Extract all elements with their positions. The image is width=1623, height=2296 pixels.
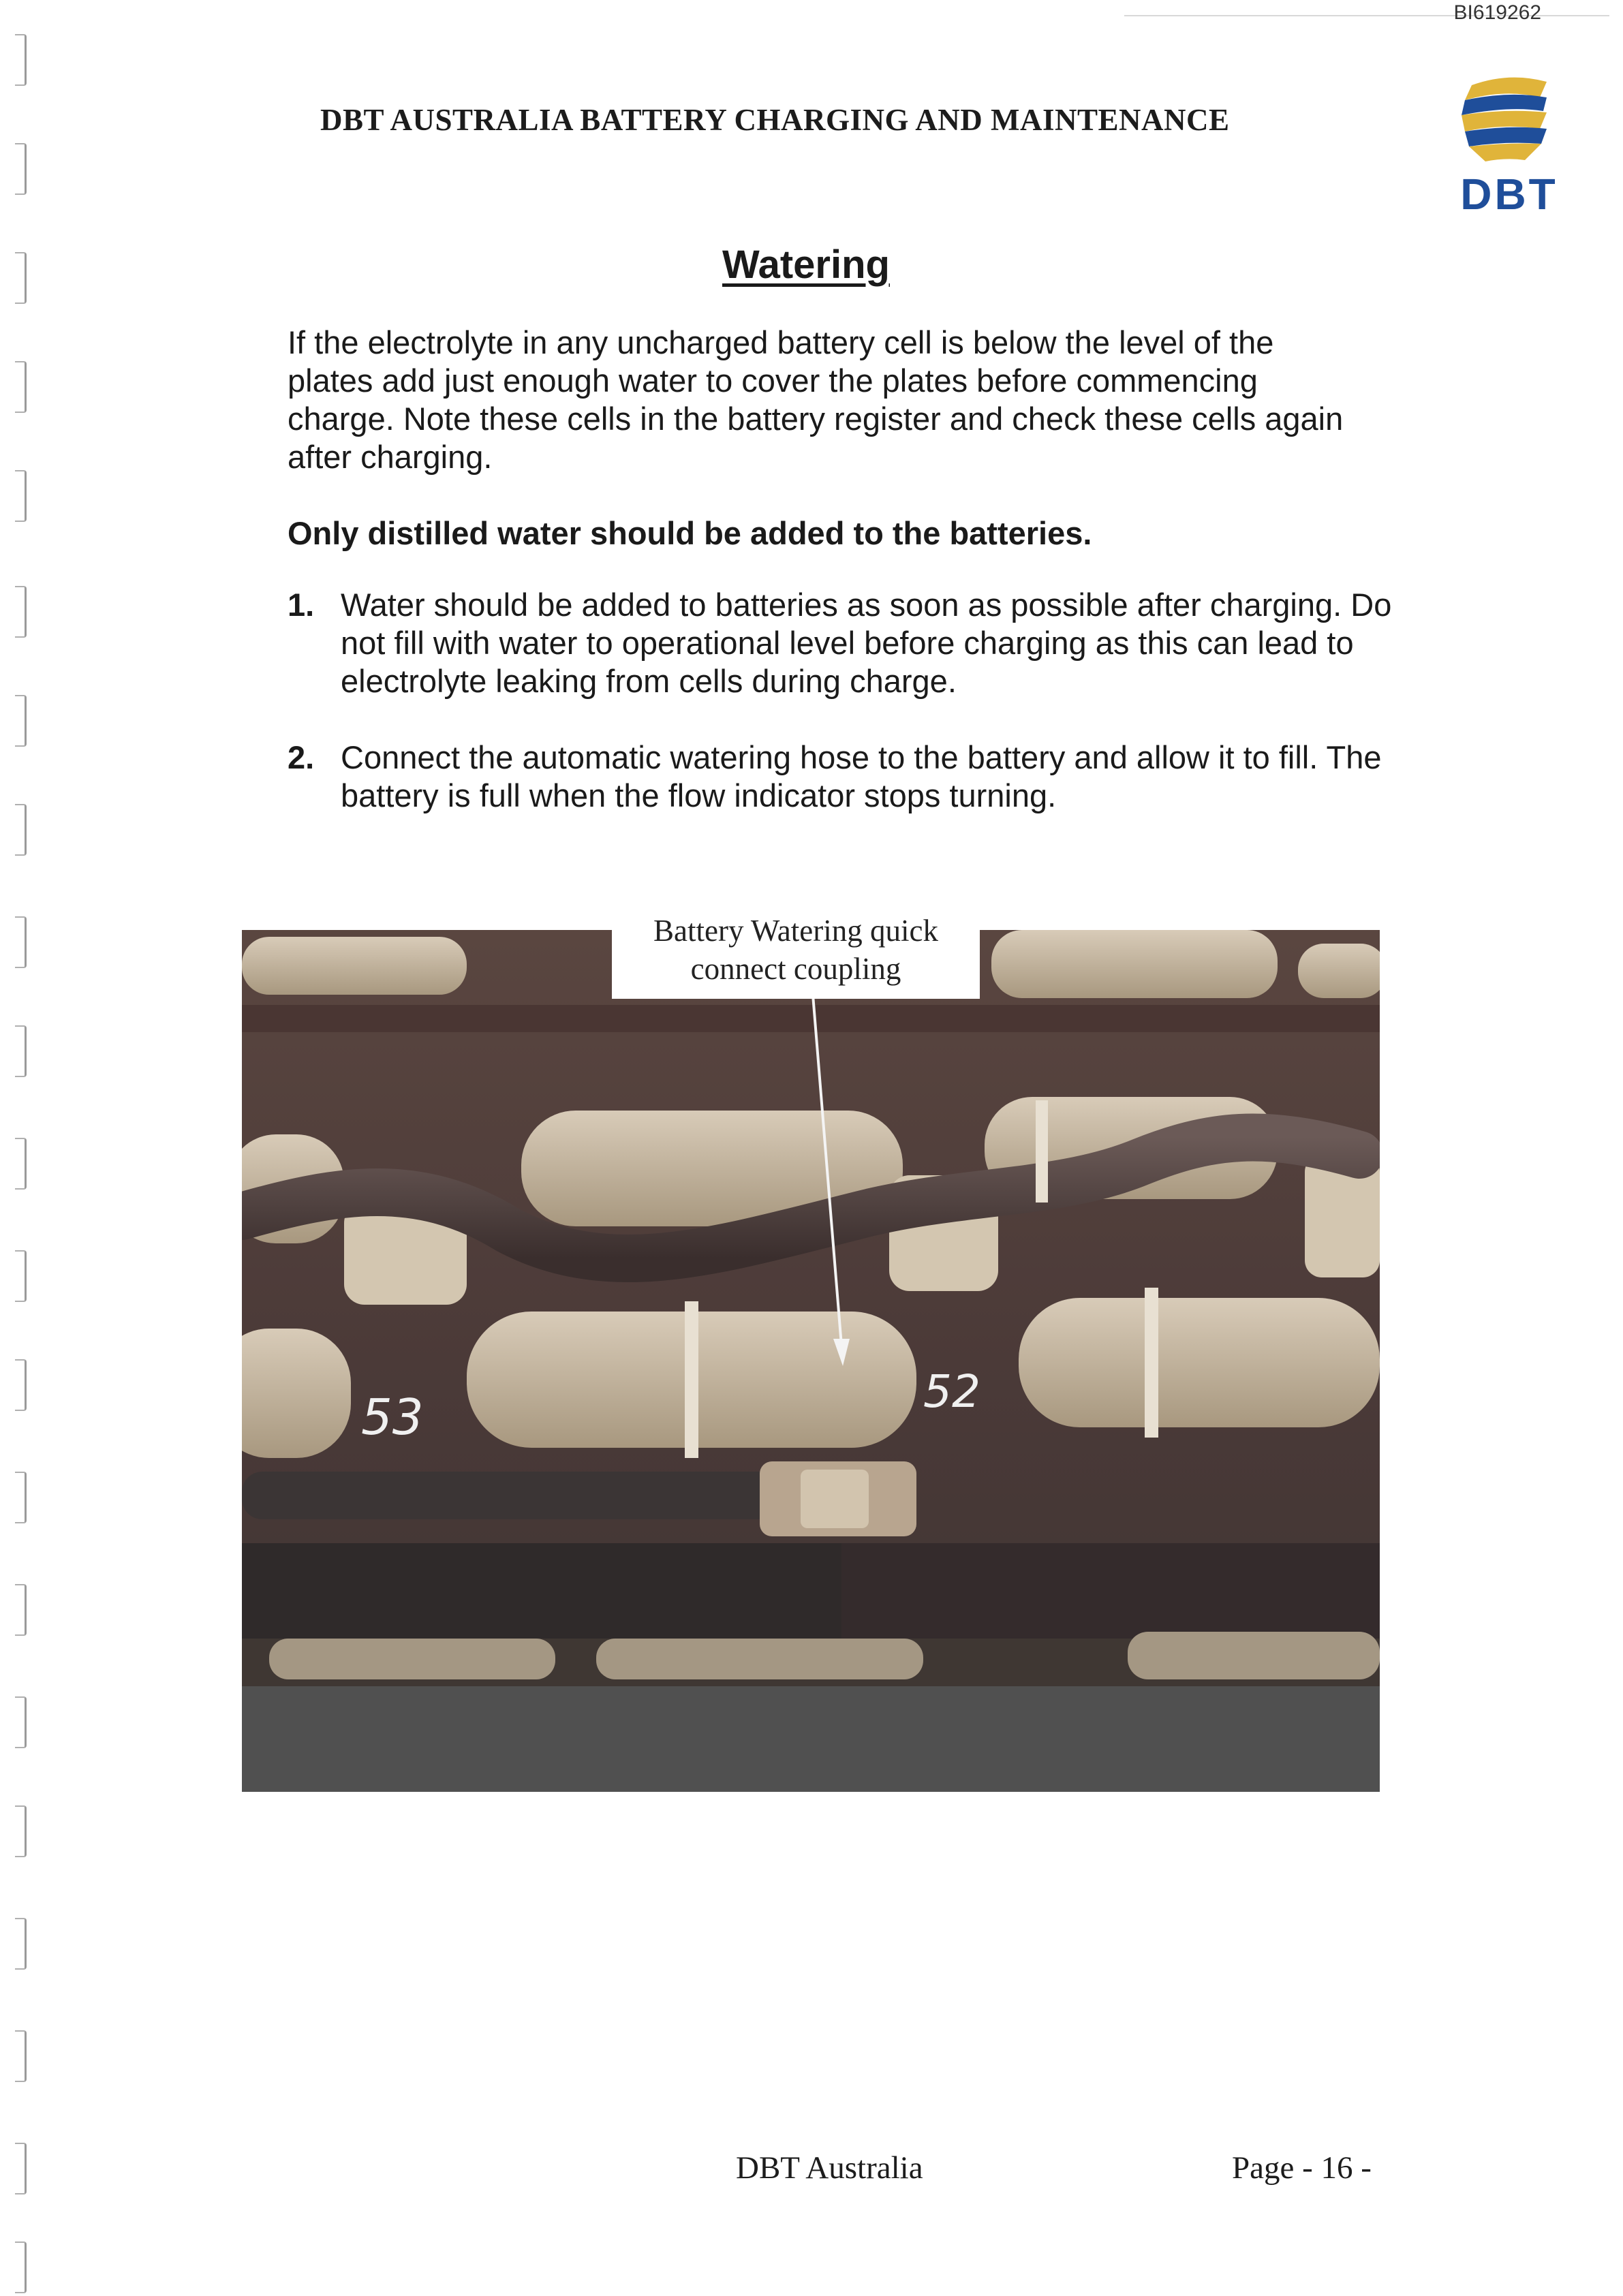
- step-number: 1.: [288, 587, 315, 623]
- list-item: [288, 586, 1405, 700]
- binder-mark: [15, 1250, 27, 1302]
- binder-mark: [15, 804, 27, 856]
- binder-mark: [15, 1138, 27, 1190]
- binder-mark: [15, 1359, 27, 1411]
- binder-mark: [15, 1584, 27, 1636]
- section-title: Watering: [722, 243, 890, 287]
- step-number: 2.: [288, 739, 315, 775]
- binder-mark: [15, 1025, 27, 1077]
- cell-label-right: 52: [923, 1365, 980, 1418]
- header-title: DBT AUSTRALIA BATTERY CHARGING AND MAINTENANCE: [320, 103, 1230, 137]
- binder-mark: [15, 361, 27, 413]
- footer-company: DBT Australia: [736, 2150, 923, 2186]
- list-item: [288, 739, 1405, 815]
- document-id: BI619262: [1453, 1, 1541, 24]
- cell-label-left: 53: [361, 1389, 424, 1446]
- binder-mark: [15, 2241, 27, 2293]
- binder-mark: [15, 143, 27, 195]
- binder-mark: [15, 1918, 27, 1970]
- intro-paragraph: If the electrolyte in any uncharged battery cell is below the level of the plates add just enough water to cover the plates before commencing charge. Note these cells in the battery register and check these cells again after charging.: [288, 324, 1344, 475]
- binder-mark: [15, 470, 27, 522]
- binder-mark: [15, 2030, 27, 2082]
- step-text: Water should be added to batteries as soon as possible after charging. Do not fill with water to operational level before charging as this can lead to electrolyte leaking from cells during charge.: [341, 587, 1392, 699]
- battery-photo: [242, 930, 1380, 1792]
- callout-label: Battery Watering quick connect coupling: [612, 905, 980, 999]
- binder-mark: [15, 1696, 27, 1748]
- binder-marks: [7, 0, 34, 2296]
- distilled-water-note: Only distilled water should be added to the batteries.: [288, 515, 1092, 551]
- binder-mark: [15, 586, 27, 638]
- binder-mark: [15, 2143, 27, 2194]
- steps-list: [288, 586, 1405, 853]
- footer-page-number: Page - 16 -: [1232, 2150, 1372, 2186]
- binder-mark: [15, 916, 27, 968]
- binder-mark: [15, 252, 27, 304]
- step-text: Connect the automatic watering hose to the battery and allow it to fill. The battery is full when the flow indicator stops turning.: [341, 739, 1382, 813]
- binder-mark: [15, 34, 27, 86]
- binder-mark: [15, 1805, 27, 1857]
- binder-mark: [15, 1472, 27, 1523]
- logo-text: DBT: [1460, 170, 1558, 219]
- binder-mark: [15, 695, 27, 747]
